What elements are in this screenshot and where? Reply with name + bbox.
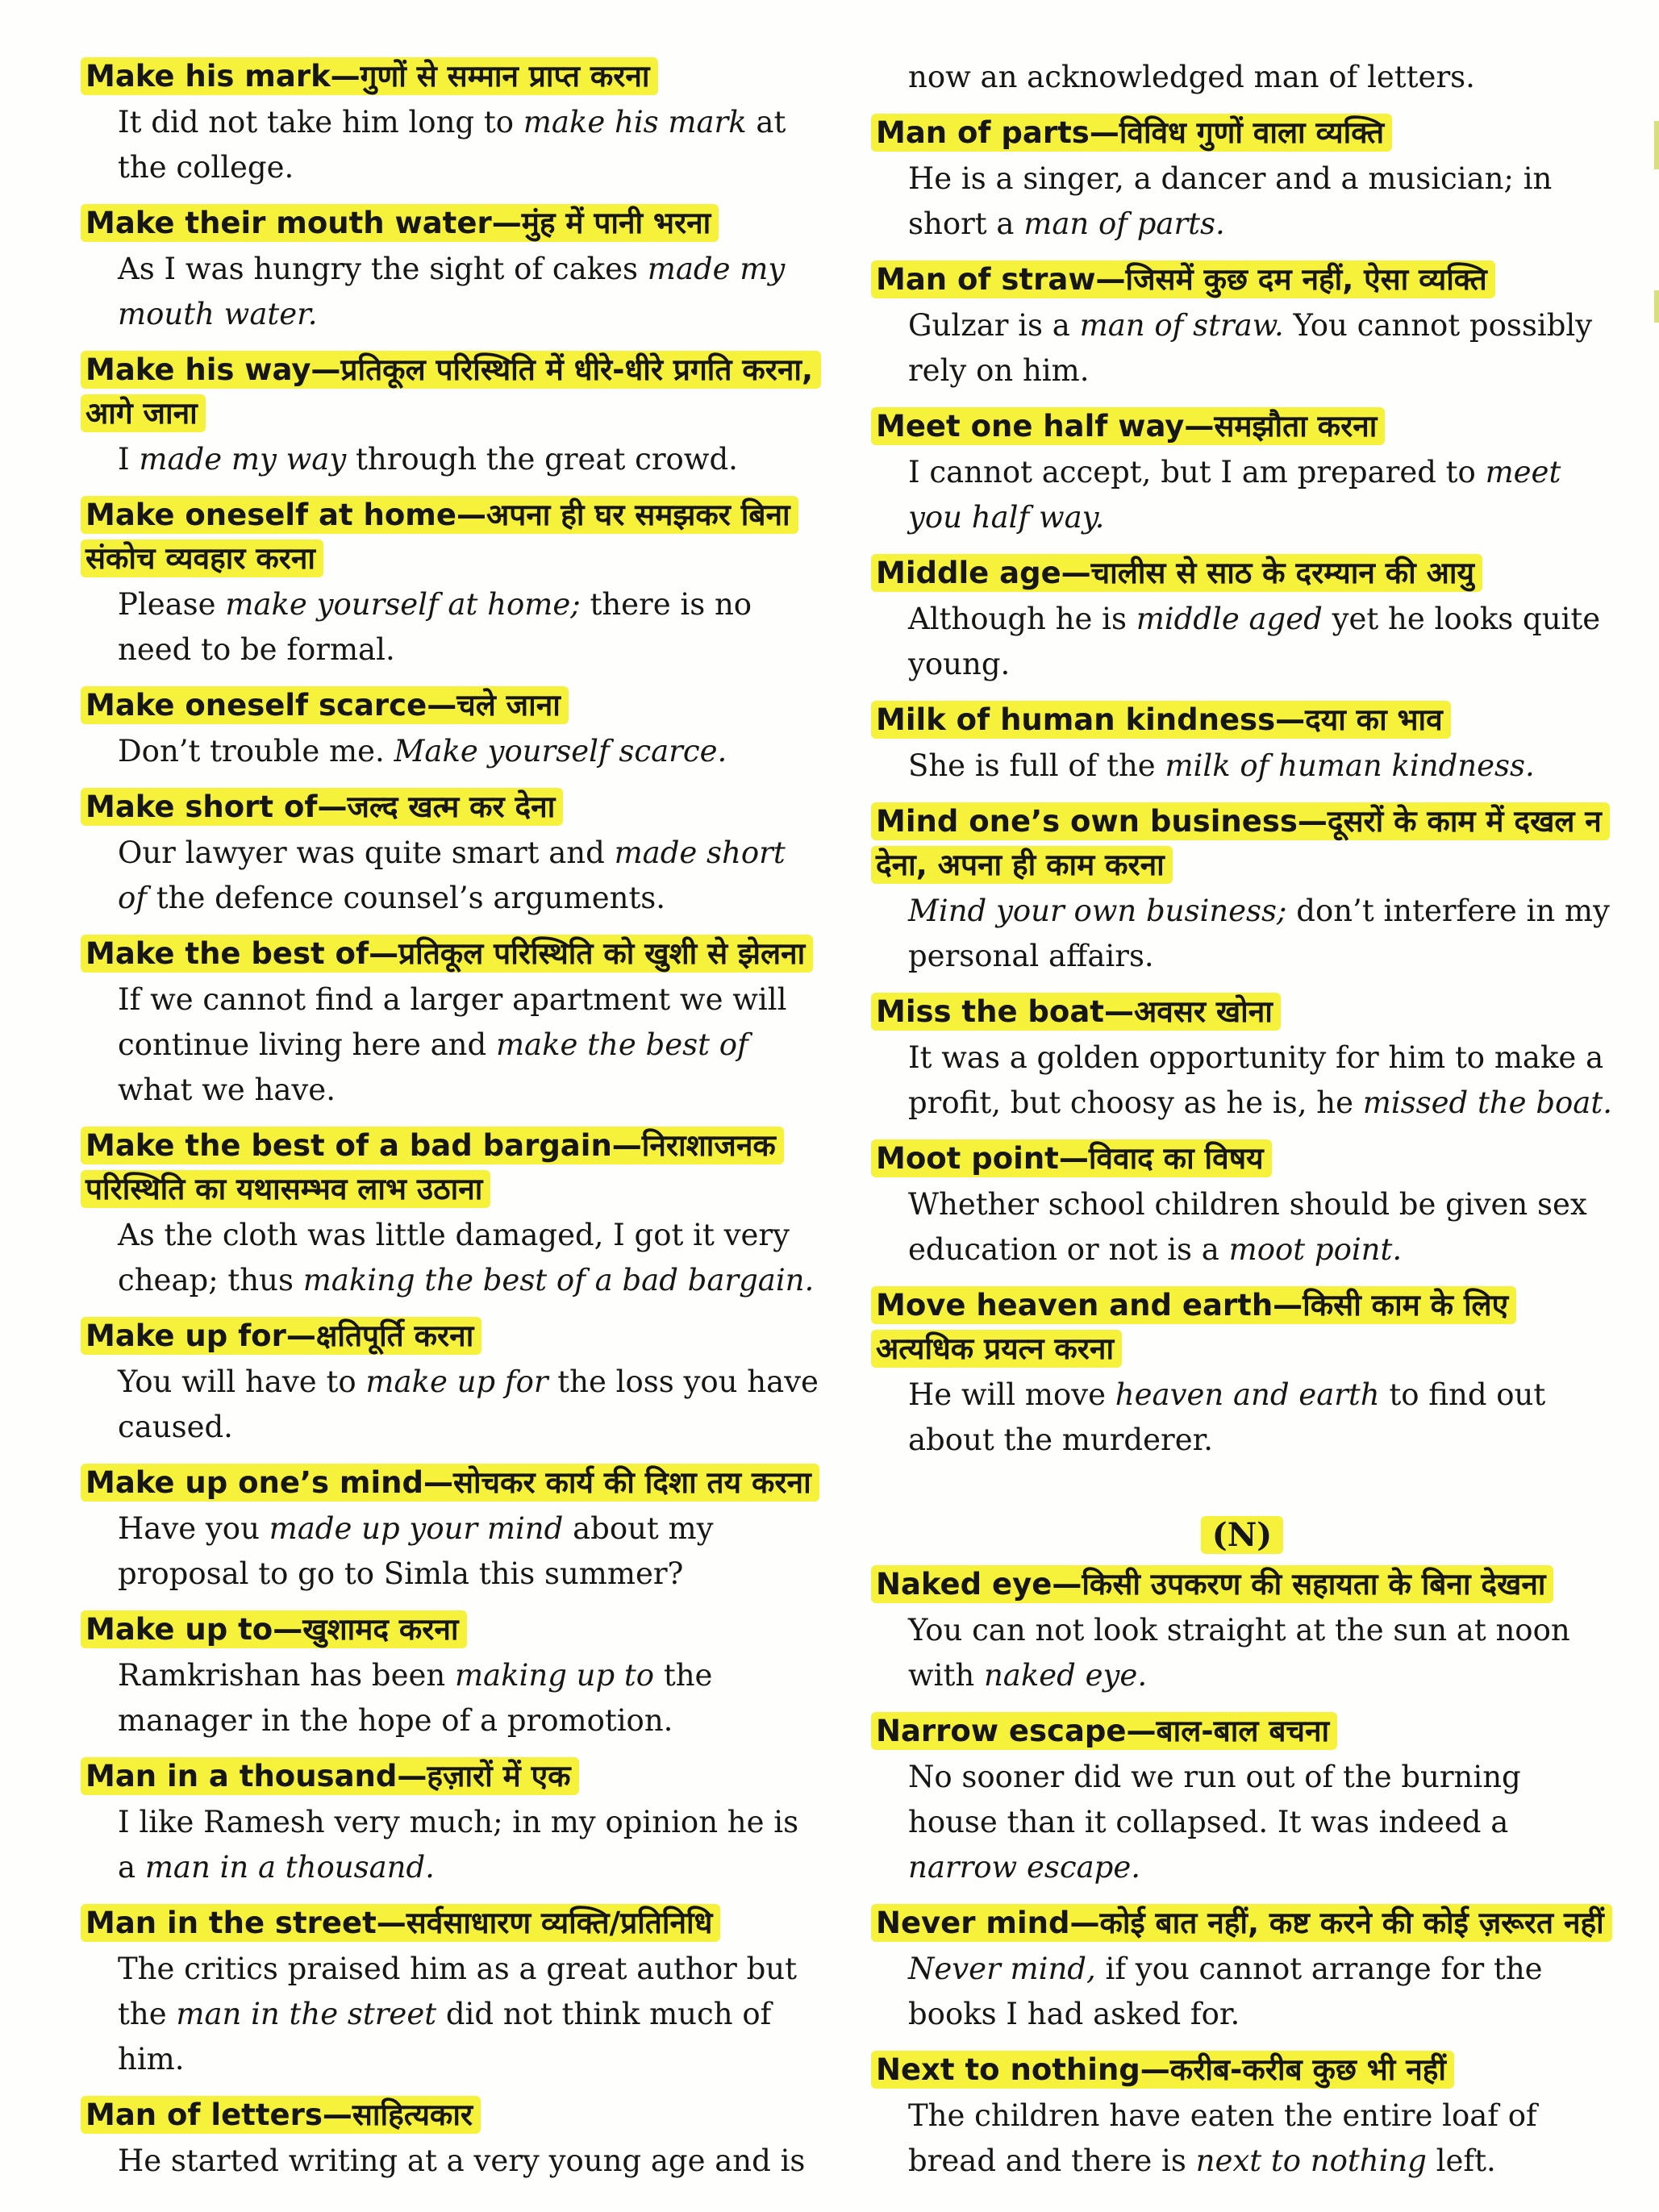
example-sentence	[908, 2093, 1613, 2184]
idiom-heading: Man in a thousand—हज़ारों में एक	[81, 1757, 579, 1795]
idiom-heading-line	[871, 698, 1613, 742]
example-text: now an acknowledged	[908, 60, 1254, 94]
example-italic-text: Mind your own business;	[908, 894, 1287, 928]
example-sentence	[908, 597, 1613, 687]
idiom-entry	[871, 990, 1613, 1126]
example-sentence	[908, 744, 1613, 789]
example-text: through the great crowd.	[346, 442, 738, 477]
example-text: Don’t trouble me.	[118, 734, 394, 769]
idiom-entry	[871, 1137, 1613, 1273]
example-italic-text: next to nothing	[1195, 2143, 1427, 2178]
example-italic-text: milk of human kindness.	[1165, 748, 1535, 783]
example-text: to find out about the murderer.	[908, 1377, 1546, 1457]
example-italic-text: meet you half way.	[908, 455, 1561, 535]
example-text: He is a singer, a dancer and a musician; in short a	[908, 161, 1553, 241]
idiom-heading-line	[871, 405, 1613, 448]
idiom-heading: Narrow escape—बाल-बाल बचना	[871, 1712, 1337, 1750]
example-text: there is no need to be formal.	[118, 587, 752, 667]
idiom-entry	[871, 111, 1613, 247]
example-italic-text: heaven and earth	[1115, 1377, 1380, 1412]
idiom-heading: Make the best of a bad bargain—निराशाजनक परिस्थिति का यथासम्भव लाभ उठाना	[81, 1127, 784, 1208]
example-text: He started writing at a very young age and is	[118, 2143, 806, 2178]
example-sentence	[118, 977, 823, 1113]
example-sentence	[908, 1608, 1613, 1698]
continued-example	[908, 55, 1613, 100]
idiom-heading: Middle age—चालीस से साठ के दरम्यान की आयु	[871, 554, 1482, 592]
idiom-heading: Make oneself scarce—चले जाना	[81, 686, 569, 724]
idiom-heading-line	[871, 800, 1613, 887]
example-italic-text: middle aged	[1136, 602, 1323, 636]
section-heading	[871, 1511, 1613, 1560]
example-text: You can not look straight at the sun at noon with	[908, 1613, 1570, 1693]
idiom-entry	[871, 552, 1613, 687]
idiom-heading: Miss the boat—अवसर खोना	[871, 993, 1281, 1031]
idiom-heading: Naked eye—किसी उपकरण की सहायता के बिना देखना	[871, 1565, 1553, 1603]
example-text: Gulzar is a	[908, 308, 1080, 343]
example-italic-text: missed the boat.	[1362, 1085, 1612, 1120]
example-sentence	[908, 889, 1613, 979]
example-sentence	[118, 2139, 823, 2184]
example-text: don’t interfere in my personal affairs.	[908, 894, 1610, 973]
example-italic-text: narrow escape.	[908, 1850, 1140, 1885]
page-edge-mark	[1654, 290, 1659, 323]
idiom-heading-line	[81, 494, 823, 581]
example-text: I cannot accept, but I am prepared to	[908, 455, 1486, 489]
idiom-heading-line	[871, 111, 1613, 155]
example-italic-text: make yourself at home;	[225, 587, 581, 622]
example-text: No sooner did we run out of the burning house than it collapsed. It was indeed a	[908, 1760, 1521, 1839]
example-sentence	[908, 1035, 1613, 1126]
idiom-heading: Man in the street—सर्वसाधारण व्यक्ति/प्रतिनिधि	[81, 1904, 720, 1942]
example-text: As I was hungry the sight of cakes	[118, 252, 648, 286]
example-italic-text: man of straw.	[1079, 308, 1284, 343]
example-italic-text: making the best of a bad bargain.	[302, 1263, 815, 1298]
idiom-entry	[871, 2048, 1613, 2184]
example-italic-text: Never mind,	[908, 1952, 1096, 1986]
example-sentence	[118, 729, 823, 774]
idiom-entry	[871, 698, 1613, 789]
example-text: She is full of the	[908, 748, 1165, 783]
idiom-entry	[871, 1284, 1613, 1463]
example-text: It did not take him long to	[118, 105, 523, 140]
idiom-entry	[81, 684, 823, 774]
example-text: Please	[118, 587, 226, 622]
example-text: the loss you have caused.	[118, 1364, 819, 1444]
idiom-heading-line	[81, 1314, 823, 1358]
idiom-heading: Never mind—कोई बात नहीं, कष्ट करने की कोई ज़रूरत नहीं	[871, 1904, 1612, 1942]
page-edge-mark	[1654, 121, 1659, 169]
example-text: what we have.	[118, 1073, 336, 1107]
idiom-heading-line	[871, 1710, 1613, 1753]
example-text: You will have to	[118, 1364, 366, 1399]
idiom-heading-line	[871, 552, 1613, 595]
idiom-heading: Make up to—खुशामद करना	[81, 1610, 467, 1648]
example-sentence	[908, 1373, 1613, 1463]
idiom-entry	[81, 932, 823, 1113]
idiom-heading-line	[871, 2048, 1613, 2092]
idiom-heading-line	[871, 1902, 1613, 1945]
idiom-heading: Moot point—विवाद का विषय	[871, 1139, 1272, 1177]
idiom-heading-line	[81, 785, 823, 829]
example-italic-text: made up your mind	[269, 1511, 564, 1546]
idiom-entry	[81, 2093, 823, 2184]
idiom-heading-line	[81, 202, 823, 245]
idiom-entry	[81, 785, 823, 921]
example-text: I	[118, 442, 140, 477]
idiom-heading: Mind one’s own business—दूसरों के काम में दखल न देना, अपना ही काम करना	[871, 802, 1610, 884]
example-italic-text: man of letters.	[1253, 60, 1475, 94]
idiom-heading-line	[871, 1137, 1613, 1181]
example-text: Have you	[118, 1511, 269, 1546]
example-italic-text: make the best of	[495, 1027, 748, 1062]
idiom-entry	[81, 494, 823, 673]
example-text: You cannot possibly rely on him.	[908, 308, 1593, 388]
idiom-heading-line	[81, 1608, 823, 1652]
idiom-heading: Make their mouth water—मुंह में पानी भरना	[81, 204, 719, 242]
idiom-heading-line	[81, 55, 823, 98]
example-text: Although he is	[908, 602, 1136, 636]
example-sentence	[118, 1506, 823, 1597]
example-text: It was a golden opportunity for him to make a profit, but choosy as he is, he	[908, 1040, 1604, 1120]
idiom-entry	[871, 800, 1613, 979]
example-text: the defence counsel’s arguments.	[146, 881, 666, 915]
example-text: Our lawyer was quite smart and	[118, 835, 615, 870]
example-sentence	[118, 100, 823, 190]
example-sentence	[118, 582, 823, 673]
example-sentence	[118, 1213, 823, 1303]
example-italic-text: moot point.	[1228, 1232, 1403, 1267]
idiom-entry	[871, 405, 1613, 540]
example-sentence	[118, 247, 823, 337]
idiom-heading-line	[81, 932, 823, 976]
idiom-heading: Make the best of—प्रतिकूल परिस्थिति को खुशी से झेलना	[81, 935, 813, 973]
idiom-entry	[81, 1608, 823, 1743]
idiom-heading: Make short of—जल्द खत्म कर देना	[81, 788, 563, 826]
example-text: Ramkrishan has been	[118, 1658, 455, 1693]
idiom-heading-line	[871, 1284, 1613, 1371]
idiom-entry	[871, 258, 1613, 394]
idiom-entry	[871, 1563, 1613, 1698]
example-text: if you cannot arrange for the books I had asked for.	[908, 1952, 1543, 2031]
example-sentence	[118, 1800, 823, 1890]
example-text: at the college.	[118, 105, 786, 185]
idiom-heading-line	[81, 1902, 823, 1945]
example-italic-text: make his mark	[523, 105, 747, 140]
example-sentence	[908, 303, 1613, 394]
section-heading-label: (N)	[1201, 1516, 1283, 1554]
idiom-entry	[871, 1710, 1613, 1890]
example-italic-text: made my way	[139, 442, 347, 477]
idiom-entry	[81, 202, 823, 337]
idiom-heading: Next to nothing—करीब-करीब कुछ भी नहीं	[871, 2051, 1454, 2089]
example-sentence	[908, 1947, 1613, 2037]
example-text: The critics praised him as a great author but the	[118, 1952, 797, 2031]
example-italic-text: made my mouth water.	[118, 252, 786, 331]
idiom-heading: Man of letters—साहित्यकार	[81, 2096, 481, 2134]
left-column	[81, 55, 823, 2195]
idiom-heading: Meet one half way—समझौता करना	[871, 407, 1385, 445]
example-italic-text: made short of	[118, 835, 786, 915]
example-sentence	[118, 1947, 823, 2082]
idiom-heading-line	[871, 1563, 1613, 1606]
example-italic-text: man in the street	[176, 1997, 437, 2031]
idiom-heading: Man of straw—जिसमें कुछ दम नहीं, ऐसा व्यक्ति	[871, 260, 1495, 298]
idiom-heading-line	[81, 1755, 823, 1798]
idiom-heading-line	[81, 348, 823, 435]
example-text: left.	[1426, 2143, 1496, 2178]
idiom-heading-line	[81, 1124, 823, 1211]
idiom-entry	[81, 1314, 823, 1450]
idiom-heading: Make up one’s mind—सोचकर कार्य की दिशा तय करना	[81, 1464, 819, 1502]
idiom-heading-line	[81, 684, 823, 727]
example-text: He will move	[908, 1377, 1115, 1412]
idiom-heading: Make oneself at home—अपना ही घर समझकर बिना संकोच व्यवहार करना	[81, 496, 798, 577]
example-italic-text: make up for	[365, 1364, 548, 1399]
idiom-entry	[81, 1461, 823, 1597]
example-sentence	[118, 1360, 823, 1450]
example-text: the manager in the hope of a promotion.	[118, 1658, 713, 1738]
example-text: Whether school children should be given sex education or not is a	[908, 1187, 1587, 1267]
example-sentence	[118, 1653, 823, 1743]
example-sentence	[908, 1182, 1613, 1273]
example-text: did not think much of him.	[118, 1997, 772, 2077]
idiom-heading: Move heaven and earth—किसी काम के लिए अत्यधिक प्रयत्न करना	[871, 1286, 1516, 1368]
example-italic-text: man of parts.	[1023, 206, 1225, 241]
example-text: I like Ramesh very much; in my opinion he is a	[118, 1805, 799, 1885]
idiom-heading: Man of parts—विविध गुणों वाला व्यक्ति	[871, 114, 1392, 152]
example-text: As the cloth was little damaged, I got it very cheap; thus	[118, 1218, 790, 1298]
example-text: about my proposal to go to Simla this summer?	[118, 1511, 714, 1591]
idiom-entry	[81, 1755, 823, 1890]
idiom-entry	[81, 55, 823, 190]
idiom-entry	[81, 1124, 823, 1303]
example-italic-text: naked eye.	[983, 1658, 1148, 1693]
idiom-entry	[81, 348, 823, 482]
example-sentence	[908, 156, 1613, 247]
example-sentence	[908, 450, 1613, 540]
example-text: If we cannot find a larger apartment we will continue living here and	[118, 982, 787, 1062]
idiom-heading-line	[871, 258, 1613, 302]
idiom-heading: Make his mark—गुणों से सम्मान प्राप्त करना	[81, 57, 658, 95]
idiom-heading-line	[81, 1461, 823, 1505]
right-column	[871, 55, 1613, 2195]
example-sentence	[118, 437, 823, 482]
example-sentence	[118, 831, 823, 921]
idiom-heading: Make his way—प्रतिकूल परिस्थिति में धीरे-धीरे प्रगति करना, आगे जाना	[81, 351, 821, 432]
example-italic-text: Make yourself scarce.	[394, 734, 727, 769]
idiom-entry	[871, 1902, 1613, 2037]
example-sentence	[908, 1755, 1613, 1890]
example-italic-text: making up to	[454, 1658, 655, 1693]
idiom-entry	[81, 1902, 823, 2082]
example-text: The children have eaten the entire loaf of bread and there is	[908, 2098, 1537, 2178]
example-text: yet he looks quite young.	[908, 602, 1601, 681]
example-italic-text: man in a thousand.	[144, 1850, 435, 1885]
idiom-heading: Make up for—क्षतिपूर्ति करना	[81, 1317, 481, 1355]
idiom-heading: Milk of human kindness—दया का भाव	[871, 701, 1451, 739]
idiom-heading-line	[81, 2093, 823, 2137]
idiom-heading-line	[871, 990, 1613, 1034]
